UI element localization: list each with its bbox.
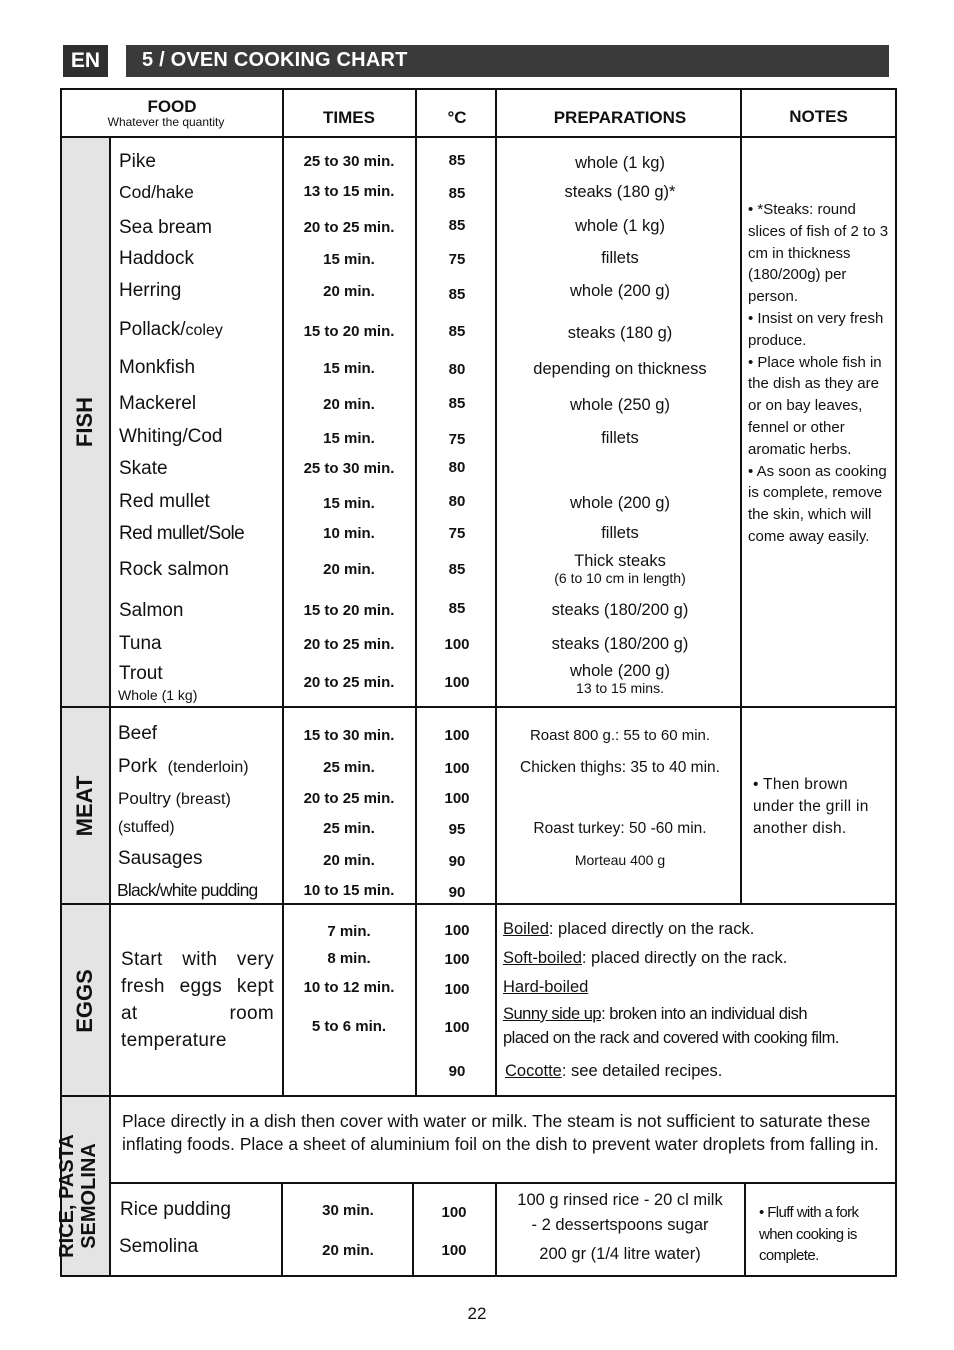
fish-note: • Place whole fish in the dish as they are or on bay leaves, fennel or other aromatic herbs.	[748, 353, 882, 458]
fish-food-red-mullet-sole: Red mullet/Sole	[119, 523, 245, 544]
fish-temp: 85	[448, 286, 466, 303]
eggs-time: 8 min.	[327, 950, 371, 967]
fish-food-pollack-a: Pollack/	[119, 319, 186, 340]
meat-prep: Chicken thighs: 35 to 40 min.	[520, 759, 720, 776]
rice-prep-line: 200 gr (1/4 litre water)	[539, 1245, 701, 1263]
fish-temp: 85	[448, 217, 466, 234]
fish-prep: fillets	[601, 429, 639, 447]
fish-prep: steaks (180 g)*	[564, 183, 676, 201]
fish-note: • Insist on very fresh produce.	[748, 309, 884, 349]
fish-prep: steaks (180/200 g)	[551, 601, 689, 619]
fish-temp: 75	[448, 525, 466, 542]
eggs-temp: 100	[444, 981, 470, 998]
page-number: 22	[467, 1304, 487, 1323]
fish-food-trout-sub: Whole (1 kg)	[118, 687, 198, 703]
fish-food-herring: Herring	[119, 280, 182, 301]
fish-time: 15 min.	[323, 360, 375, 377]
fish-temp: 75	[448, 431, 466, 448]
fish-food-salmon: Salmon	[119, 600, 184, 621]
eggs-prep-text: : see detailed recipes.	[561, 1062, 723, 1080]
fish-food-pollack	[119, 319, 223, 341]
meat-food-sausages: Sausages	[118, 848, 203, 869]
fish-food-tuna: Tuna	[119, 633, 162, 654]
rice-food-rice-pudding: Rice pudding	[120, 1199, 231, 1220]
eggs-prep-term: Soft-boiled	[503, 949, 582, 967]
fish-temp: 85	[448, 600, 466, 617]
column-header-preparations: PREPARATIONS	[553, 108, 687, 127]
eggs-prep-text: : placed directly on the rack.	[581, 949, 788, 967]
meat-temp: 100	[444, 760, 470, 777]
column-header-food: FOOD	[147, 97, 197, 116]
meat-temp: 100	[444, 790, 470, 807]
fish-prep: whole (1 kg)	[575, 217, 665, 235]
fish-prep-sub: (6 to 10 cm in length)	[554, 570, 686, 586]
fish-temp: 85	[448, 323, 466, 340]
fish-temp: 80	[448, 459, 466, 476]
rice-food-semolina: Semolina	[119, 1236, 199, 1257]
eggs-temp: 100	[444, 922, 470, 939]
column-header-food-sub: Whatever the quantity	[107, 115, 225, 129]
fish-notes	[748, 199, 890, 548]
meat-food-poultry	[118, 789, 231, 809]
eggs-temp: 100	[444, 951, 470, 968]
fish-note: • As soon as cooking is complete, remove the skin, which will come away easily.	[748, 462, 887, 545]
meat-food-poultry-a: Poultry	[118, 789, 171, 808]
eggs-prep-term: Boiled	[503, 920, 549, 938]
fish-prep: Thick steaks	[574, 552, 666, 570]
fish-time: 15 min.	[323, 430, 375, 447]
fish-temp: 85	[448, 395, 466, 412]
fish-time: 20 min.	[323, 283, 375, 300]
fish-time: 13 to 15 min.	[303, 183, 395, 200]
meat-time: 25 min.	[323, 759, 375, 776]
fish-time: 20 to 25 min.	[303, 219, 395, 236]
meat-food-pork	[118, 756, 249, 778]
section-label-rice-line1: RICE, PASTA	[56, 1134, 78, 1258]
fish-time: 15 min.	[323, 495, 375, 512]
fish-food-rock-salmon: Rock salmon	[119, 559, 229, 580]
fish-temp: 100	[444, 636, 470, 653]
fish-food-red-mullet: Red mullet	[119, 491, 210, 512]
meat-prep: Roast 800 g.: 55 to 60 min.	[529, 727, 711, 744]
eggs-prep-text: : broken into an individual dish	[601, 1005, 808, 1023]
fish-prep: fillets	[601, 524, 639, 542]
fish-food-cod-hake: Cod/hake	[119, 182, 194, 202]
fish-prep-sub: 13 to 15 mins.	[576, 680, 664, 696]
fish-prep: steaks (180 g)	[567, 324, 673, 342]
eggs-prep-boiled	[503, 920, 754, 939]
eggs-prep-sunny-side-up	[503, 1005, 807, 1024]
fish-food-sea-bream: Sea bream	[119, 217, 212, 238]
rice-prep-line: - 2 dessertspoons sugar	[531, 1216, 709, 1234]
fish-time: 20 min.	[323, 396, 375, 413]
fish-food-pollack-b: coley	[185, 322, 223, 339]
column-header-times: TIMES	[323, 108, 375, 127]
rice-temp: 100	[441, 1204, 467, 1221]
fish-time: 15 min.	[323, 251, 375, 268]
fish-prep: fillets	[601, 249, 639, 267]
fish-food-pike: Pike	[119, 151, 156, 172]
fish-food-monkfish: Monkfish	[119, 357, 196, 378]
meat-notes: • Then brown under the grill in another dish.	[753, 776, 869, 837]
fish-time: 20 to 25 min.	[303, 674, 395, 691]
fish-temp: 100	[444, 674, 470, 691]
eggs-temp: 90	[448, 1063, 466, 1080]
meat-food-pork-b: (tenderloin)	[167, 759, 249, 776]
fish-food-mackerel: Mackerel	[119, 393, 197, 414]
eggs-prep-term: Cocotte	[505, 1062, 562, 1080]
rice-intro: Place directly in a dish then cover with water or milk. The steam is not sufficient to saturate these inflating foods. Place a sheet of aluminium foil on the dish to prevent water droplets from falling in.	[122, 1111, 879, 1154]
fish-prep: whole (1 kg)	[575, 154, 665, 172]
fish-prep: whole (200 g)	[570, 282, 670, 300]
fish-time: 20 to 25 min.	[303, 636, 395, 653]
column-header-notes: NOTES	[789, 107, 848, 126]
fish-food-skate: Skate	[119, 458, 168, 479]
meat-food-poultry-b: (breast)	[175, 791, 231, 808]
eggs-prep-soft-boiled	[503, 949, 787, 968]
fish-temp: 85	[448, 152, 466, 169]
eggs-prep-text: : placed directly on the rack.	[548, 920, 755, 938]
section-label-rice-line2: SEMOLINA	[78, 1143, 100, 1249]
eggs-prep-term: Sunny side up	[503, 1005, 602, 1023]
eggs-food: Start with very fresh eggs kept at room temperature	[121, 949, 274, 1051]
rice-prep-line: 100 g rinsed rice - 20 cl milk	[517, 1191, 723, 1209]
section-label-eggs: EGGS	[72, 969, 97, 1033]
meat-food-pork-a: Pork	[118, 756, 158, 777]
meat-prep: Roast turkey: 50 -60 min.	[533, 820, 707, 837]
column-header-temp: °C	[447, 108, 467, 127]
fish-time: 25 to 30 min.	[303, 153, 395, 170]
page-title: 5 / OVEN COOKING CHART	[126, 45, 889, 77]
eggs-prep-term: Hard-boiled	[503, 978, 589, 996]
meat-temp: 90	[448, 884, 466, 901]
fish-time: 10 min.	[323, 525, 375, 542]
fish-prep: whole (200 g)	[570, 662, 670, 680]
meat-time: 20 to 25 min.	[303, 790, 395, 807]
meat-food-stuffed: (stuffed)	[118, 819, 175, 836]
rice-temp: 100	[441, 1242, 467, 1259]
rice-time: 30 min.	[322, 1202, 374, 1219]
fish-prep: whole (250 g)	[570, 396, 670, 414]
meat-time: 20 min.	[323, 852, 375, 869]
language-badge: EN	[63, 45, 108, 77]
fish-food-haddock: Haddock	[119, 248, 194, 269]
fish-temp: 80	[448, 493, 466, 510]
fish-prep: depending on thickness	[533, 360, 707, 378]
eggs-prep-sunny-side-up-line2: placed on the rack and covered with cooking film.	[503, 1029, 839, 1047]
section-label-rice	[56, 1126, 100, 1266]
eggs-prep-cocotte	[505, 1062, 722, 1081]
fish-time: 20 min.	[323, 561, 375, 578]
fish-temp: 85	[448, 561, 466, 578]
eggs-prep-hard-boiled	[503, 978, 588, 997]
section-label-meat: MEAT	[72, 775, 97, 837]
eggs-time: 5 to 6 min.	[311, 1018, 387, 1035]
fish-time: 15 to 20 min.	[303, 323, 395, 340]
meat-temp: 90	[448, 853, 466, 870]
meat-food-pudding: Black/white pudding	[117, 880, 258, 900]
fish-temp: 85	[448, 185, 466, 202]
fish-prep: whole (200 g)	[570, 494, 670, 512]
fish-prep: steaks (180/200 g)	[551, 635, 689, 653]
meat-time: 15 to 30 min.	[303, 727, 395, 744]
eggs-temp: 100	[444, 1019, 470, 1036]
fish-food-trout: Trout	[119, 663, 163, 684]
rice-notes: • Fluff with a fork when cooking is complete.	[759, 1204, 859, 1264]
eggs-time: 7 min.	[327, 923, 371, 940]
fish-time: 15 to 20 min.	[303, 602, 395, 619]
eggs-time: 10 to 12 min.	[303, 979, 395, 996]
meat-time: 10 to 15 min.	[303, 882, 395, 899]
rice-time: 20 min.	[322, 1242, 374, 1259]
fish-note: • *Steaks: round slices of fish of 2 to 3 cm in thickness (180/200g) per person.	[748, 201, 889, 306]
fish-temp: 80	[448, 361, 466, 378]
meat-temp: 100	[444, 727, 470, 744]
meat-food-beef: Beef	[118, 723, 158, 744]
fish-temp: 75	[448, 251, 466, 268]
meat-time: 25 min.	[323, 820, 375, 837]
fish-time: 25 to 30 min.	[303, 460, 395, 477]
section-label-fish: FISH	[72, 396, 97, 448]
fish-food-whiting-cod: Whiting/Cod	[119, 426, 223, 447]
meat-temp: 95	[448, 821, 466, 838]
meat-prep: Morteau 400 g	[574, 852, 666, 868]
